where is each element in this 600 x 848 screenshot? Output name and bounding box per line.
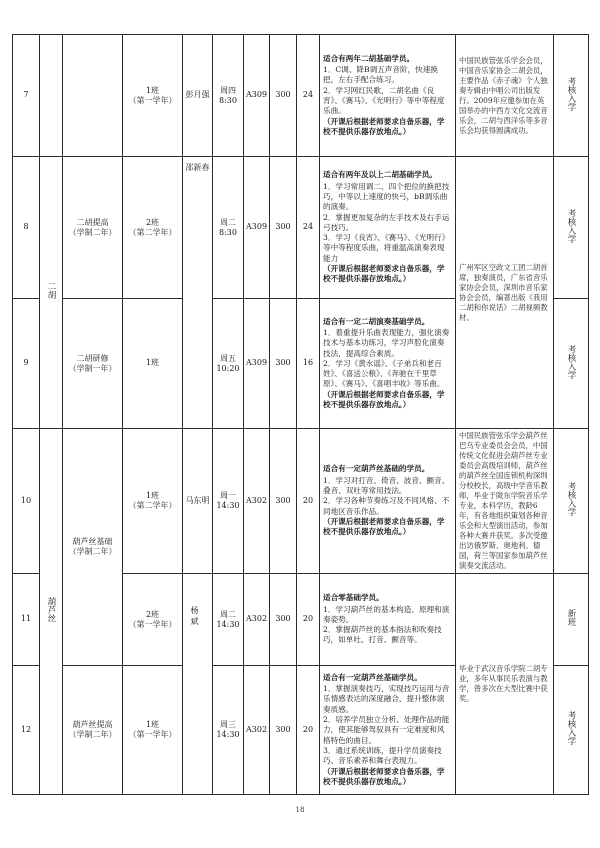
content-cell: 适合有一定葫芦丝基础学员。 1．掌握演奏技巧，实现技巧运用与音乐情感表达的深度融合，提升整体演奏质感。 2．培养学员独立分析、处理作品的能力，使其能够驾驭具有一定难度和风格特色的曲目。 3．通过系统训练，提升学员演奏技巧、音乐素养和舞台表现力。 （开课后根据老师要求自备乐器，学校不提供乐器存放地点。） [320,666,456,795]
room-cell: A302 [244,574,270,666]
remark-cell: 考核入学 [554,429,589,574]
teacher-cell: 马东明 [183,429,213,574]
level-erhu-advanced: 二胡提高 （学制二年） [63,157,123,299]
remark-cell: 新班 [554,574,589,666]
level-hulusi-advanced: 葫芦丝提高 （学制二年） [63,666,123,795]
class-cell: 2班 （第二学年） [123,157,183,299]
level-cell [63,35,123,157]
time-cell: 周一 14:30 [213,429,244,574]
class-cell: 1班 [123,299,183,429]
row-number: 8 [13,157,40,299]
capacity-cell: 16 [297,299,320,429]
row-number: 12 [13,666,40,795]
time-cell: 周二 8:30 [213,157,244,299]
fee-cell: 300 [270,666,297,795]
room-cell: A302 [244,666,270,795]
remark-cell: 考核入学 [554,666,589,795]
table-row [13,35,589,157]
capacity-cell: 24 [297,157,320,299]
row-number: 7 [13,35,40,157]
class-cell: 1班 （第一学年） [123,35,183,157]
time-cell: 周四 8:30 [213,35,244,157]
row-number: 9 [13,299,40,429]
category-erhu: 二胡 [40,157,63,429]
class-cell: 1班 （第一学年） [123,666,183,795]
level-erhu-study: 二胡研修 （学制一年） [63,299,123,429]
room-cell: A302 [244,429,270,574]
row-number: 11 [13,574,40,666]
teacher-bio-cell: 中国民族管弦乐学会葫芦丝巴乌专业委员会会员，中国传统文化促进会葫芦丝专业委员会高级培训师，葫芦丝的葫芦丝全国连锁机构深圳分校校长，高级中学音乐教师，毕业于陇东学院音乐学专业，本科学历，教龄6年，有各地组织策划各种音乐会和大型演出活动，参加各种大赛并获奖。多次受邀出访俄罗斯、奥地利、德国，荷兰等国家参加葫芦丝演奏交流活动。 [456,429,554,574]
capacity-cell: 20 [297,429,320,574]
content-cell: 适合零基础学员。 1．学习葫芦丝的基本构造、原理和演奏姿势。 2．掌握葫芦丝的基本指法和吹奏技巧，如单吐、打音、颤音等。 [320,574,456,666]
teacher-cell: 彭月强 [183,35,213,157]
row-number: 10 [13,429,40,574]
teacher-cell: 杨斌 [183,574,213,795]
fee-cell: 300 [270,429,297,574]
content-cell: 适合有两年及以上二胡基础学员。 1．学习常用调二、四个把位的换把技巧，中等以上速度的快弓，bB调乐曲的演奏。 2．掌握更加复杂的左手技术及右手运弓技巧。 3．学习《良宵》、《赛马》、《光明行》等中等程度乐曲，将重温高演奏表现能力 （开课后根据老师要求自备乐器，学校不提供乐器存放地点。） [320,157,456,299]
content-cell: 适合有一定葫芦丝基础的学员。 1．学习对打音、倚音、波音、颤音、叠音、双吐等常用技法。 2．学习各种节奏练习及不同风格、不同地区音乐作品。 （开课后根据老师要求自备乐器，学校不提供乐器存放地点。） [320,429,456,574]
content-cell: 适合有两年二胡基础学员。 1．C调、降B调五声音阶，快速换把，左右手配合练习。 2．学习网红民歌，二胡名曲《良宵》、《赛马》、《光明行》等中等程度乐曲。 （开课后根据老师要求自备乐器，学校不提供乐器存放地点。） [320,35,456,157]
category-cell [40,35,63,157]
time-cell: 周三 14:30 [213,666,244,795]
fee-cell: 300 [270,299,297,429]
room-cell: A309 [244,35,270,157]
fee-cell: 300 [270,574,297,666]
level-hulusi-basic: 葫芦丝基础 （学制二年） [63,429,123,666]
course-table [12,34,589,795]
fee-cell: 300 [270,35,297,157]
teacher-bio-cell: 毕业于武汉音乐学院二胡专业，多年从事民乐表演与教学，曾多次在大型比赛中获奖。 [456,574,554,795]
category-hulusi: 葫芦丝 [40,429,63,795]
remark-cell: 考核入学 [554,35,589,157]
teacher-bio-cell: 广州军区空政文工团二胡首席，独奏演员，广东省音乐家协会会员，深圳市音乐家协会会员，编著出版《我用二胡和你说话》二胡视频教材。 [456,157,554,429]
room-cell: A309 [244,299,270,429]
teacher-bio-cell: 中国民族管弦乐学会会员，中国音乐家协会二胡会员，主要作品《赤子魂》个人独奏专辑由中唱公司出版发行。2009年应邀参加在英国举办的中西方文化交流音乐会，二胡与西洋乐等多音乐会均获得圆满成功。 [456,35,554,157]
page-number: 18 [295,806,305,814]
fee-cell: 300 [270,157,297,299]
capacity-cell: 20 [297,666,320,795]
room-cell: A309 [244,157,270,299]
time-cell: 周五 10:20 [213,299,244,429]
teacher-cell: 邵新春 [183,157,213,429]
content-cell: 适合有一定二胡演奏基础学员。 1．着重提升乐曲表现能力，强化演奏技术与基本功练习，学习声腔化演奏技法，提高综合素质。 2．学习《黄水谣》、《子弟兵和老百姓》、《喜送公粮》、《奔驰在千里草原》、《赛马》、《喜唱丰收》等乐曲。 （开课后根据老师要求自备乐器，学校不提供乐器存放地点。） [320,299,456,429]
capacity-cell: 24 [297,35,320,157]
class-cell: 2班 （第一学年） [123,574,183,666]
time-cell: 周二 14:30 [213,574,244,666]
table-row [13,157,589,299]
table-row [13,429,589,574]
remark-cell: 考核入学 [554,299,589,429]
remark-cell: 考核入学 [554,157,589,299]
class-cell: 1班 （第二学年） [123,429,183,574]
capacity-cell: 20 [297,574,320,666]
